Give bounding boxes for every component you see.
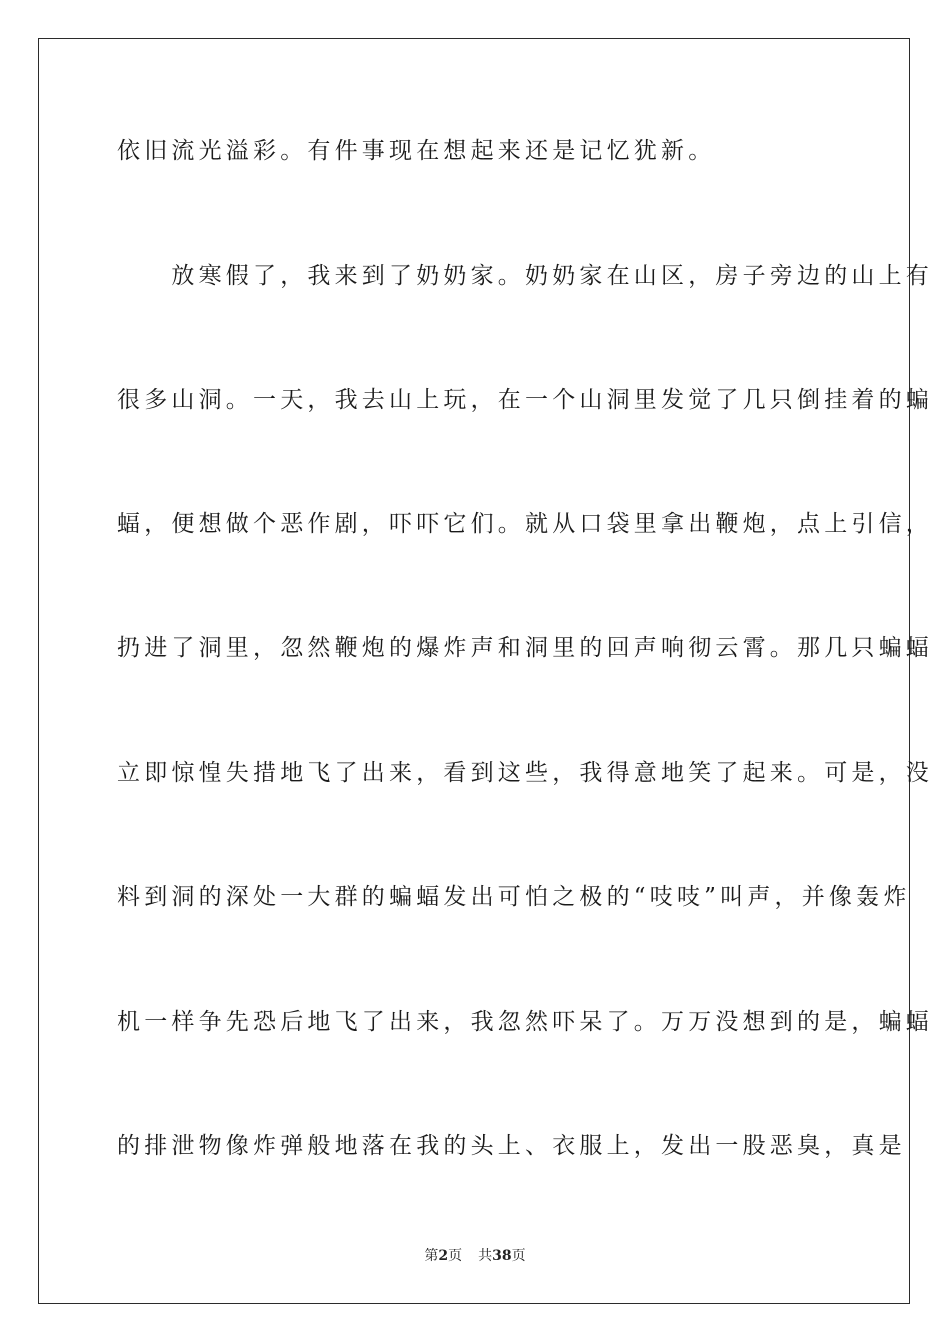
body-line-9: 的排泄物像炸弹般地落在我的头上、衣服上，发出一股恶臭，真是 [117,1133,906,1159]
footer-total-suffix: 页 [511,1248,526,1264]
footer-total-pages: 38 [492,1248,512,1264]
body-line-5: 扔进了洞里，忽然鞭炮的爆炸声和洞里的回声响彻云霄。那几只蝙蝠 [117,635,933,661]
body-line-8: 机一样争先恐后地飞了出来，我忽然吓呆了。万万没想到的是，蝙蝠 [117,1009,933,1035]
body-line-3: 很多山洞。一天，我去山上玩，在一个山洞里发觉了几只倒挂着的蝙 [117,387,933,413]
footer-page-suffix: 页 [448,1248,463,1264]
footer-page-number: 2 [438,1248,449,1264]
footer-total-prefix: 共 [478,1248,493,1264]
body-line-4: 蝠，便想做个恶作剧，吓吓它们。就从口袋里拿出鞭炮，点上引信， [117,511,933,537]
footer-page-prefix: 第 [424,1248,439,1264]
body-line-1: 依旧流光溢彩。有件事现在想起来还是记忆犹新。 [117,138,716,164]
body-line-7: 料到洞的深处一大群的蝙蝠发出可怕之极的“吱吱”叫声，并像轰炸 [117,884,911,910]
page-footer [0,1246,950,1266]
body-line-2: 放寒假了，我来到了奶奶家。奶奶家在山区，房子旁边的山上有 [117,263,933,289]
body-line-6: 立即惊惶失措地飞了出来，看到这些，我得意地笑了起来。可是，没 [117,760,933,786]
page-border [38,38,933,1304]
